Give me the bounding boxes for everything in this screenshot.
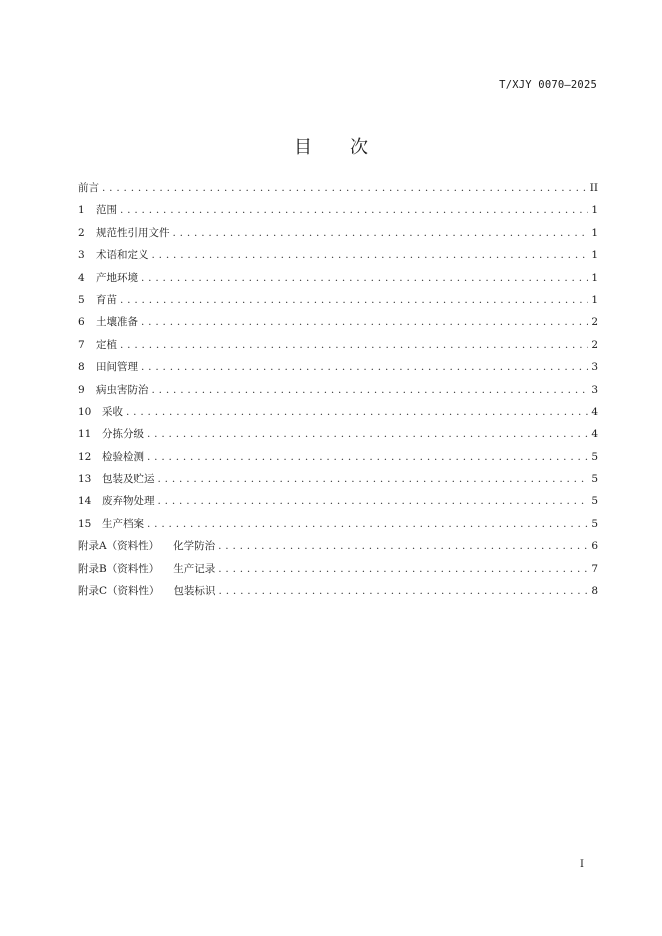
toc-leader-dots — [126, 406, 588, 418]
toc-entry-appendix-a[interactable] — [78, 538, 598, 560]
toc-leader-dots — [147, 518, 588, 530]
toc-appendix-number: 附录A（资料性） — [78, 540, 160, 553]
toc-entry-13[interactable] — [78, 471, 598, 493]
toc-entry-number: 7 — [78, 338, 85, 351]
toc-leader-dots — [218, 540, 588, 552]
toc-entry-5[interactable] — [78, 292, 598, 314]
toc-entry-label: 范围 — [96, 204, 117, 217]
toc-entry-page: 8 — [591, 585, 598, 598]
toc-entry-label: 生产档案 — [102, 517, 144, 530]
toc-entry-label: 包装标识 — [173, 585, 216, 598]
toc-leader-dots — [218, 563, 588, 575]
toc-leader-dots — [120, 294, 588, 306]
toc-entry-number: 15 — [78, 517, 92, 530]
document-code: T/XJY 0070—2025 — [499, 79, 597, 91]
toc-entry-6[interactable] — [78, 314, 598, 336]
toc-leader-dots — [120, 339, 588, 351]
toc-entry-number: 4 — [78, 271, 85, 284]
toc-entry-number: 1 — [78, 204, 85, 217]
toc-entry-14[interactable] — [78, 493, 598, 515]
toc-entry-page: 3 — [591, 383, 598, 396]
toc-entry-page: 1 — [591, 293, 598, 306]
toc-entry-appendix-c[interactable] — [78, 583, 598, 605]
toc-entry-number: 13 — [78, 473, 92, 486]
toc-entry-1[interactable] — [78, 202, 598, 224]
toc-entry-label: 检验检测 — [102, 450, 144, 463]
toc-entry-foreword[interactable] — [78, 180, 598, 202]
toc-leader-dots — [219, 585, 589, 597]
toc-entry-label: 田间管理 — [96, 361, 138, 374]
toc-entry-label: 生产记录 — [173, 562, 216, 575]
toc-leader-dots — [141, 272, 588, 284]
toc-entry-7[interactable] — [78, 337, 598, 359]
toc-entry-4[interactable] — [78, 270, 598, 292]
toc-entry-number: 14 — [78, 495, 92, 508]
toc-entry-11[interactable] — [78, 426, 598, 448]
toc-entry-page: 4 — [591, 428, 598, 441]
toc-leader-dots — [152, 384, 589, 396]
toc-entry-label: 产地环境 — [96, 271, 138, 284]
toc-entry-number: 9 — [78, 383, 85, 396]
toc-entry-number: 6 — [78, 316, 85, 329]
toc-entry-9[interactable] — [78, 382, 598, 404]
toc-entry-page: 5 — [591, 473, 598, 486]
toc-entry-number: 2 — [78, 226, 85, 239]
toc-leader-dots — [147, 428, 588, 440]
toc-entry-label: 术语和定义 — [96, 249, 149, 262]
toc-leader-dots — [141, 316, 588, 328]
toc-entry-label: 废弃物处理 — [102, 495, 155, 508]
toc-entry-label: 育苗 — [96, 293, 117, 306]
toc-entry-appendix-b[interactable] — [78, 561, 598, 583]
toc-entry-2[interactable] — [78, 225, 598, 247]
toc-leader-dots — [158, 473, 589, 485]
toc-leader-dots — [147, 451, 588, 463]
toc-entry-number: 10 — [78, 405, 92, 418]
toc-entry-page: 1 — [591, 226, 598, 239]
toc-entry-number: 8 — [78, 361, 85, 374]
toc-entry-page: 3 — [591, 361, 598, 374]
toc-entry-8[interactable] — [78, 359, 598, 381]
toc-entry-label: 分拣分级 — [102, 428, 144, 441]
toc-entry-number: 12 — [78, 450, 92, 463]
toc-entry-10[interactable] — [78, 404, 598, 426]
toc-entry-label: 采收 — [102, 405, 123, 418]
toc-entry-label: 定植 — [96, 338, 117, 351]
toc-entry-page: 1 — [591, 204, 598, 217]
page-number: I — [580, 859, 584, 870]
toc-entry-15[interactable] — [78, 516, 598, 538]
toc-entry-page: 5 — [591, 517, 598, 530]
toc-entry-number: 5 — [78, 293, 85, 306]
toc-entry-page: 4 — [591, 405, 598, 418]
toc-appendix-number: 附录C（资料性） — [78, 585, 160, 598]
toc-entry-label: 包装及贮运 — [102, 473, 155, 486]
toc-entry-label: 前言 — [78, 182, 99, 194]
toc-entry-label: 土壤准备 — [96, 316, 138, 329]
toc-entry-page: 6 — [591, 540, 598, 553]
toc-leader-dots — [120, 204, 588, 216]
toc-entry-12[interactable] — [78, 449, 598, 471]
toc-entry-label: 化学防治 — [173, 540, 216, 553]
toc-leader-dots — [141, 361, 588, 373]
toc-leader-dots — [152, 249, 589, 261]
toc-entry-label: 病虫害防治 — [96, 383, 149, 396]
toc-appendix-number: 附录B（资料性） — [78, 562, 160, 575]
toc-entry-page: 2 — [591, 316, 598, 329]
toc-entry-page: 7 — [591, 562, 598, 575]
toc-entry-page: 2 — [591, 338, 598, 351]
table-of-contents — [78, 180, 598, 605]
toc-entry-page: 5 — [591, 450, 598, 463]
toc-entry-number: 11 — [78, 428, 92, 441]
toc-entry-page: II — [589, 182, 598, 194]
toc-entry-page: 5 — [591, 495, 598, 508]
toc-leader-dots — [102, 182, 587, 194]
toc-leader-dots — [173, 227, 589, 239]
toc-entry-3[interactable] — [78, 247, 598, 269]
toc-entry-label: 规范性引用文件 — [96, 226, 170, 239]
toc-leader-dots — [158, 495, 589, 507]
toc-entry-page: 1 — [591, 249, 598, 262]
toc-entry-page: 1 — [591, 271, 598, 284]
toc-entry-number: 3 — [78, 249, 85, 262]
toc-title: 目次 — [294, 137, 406, 158]
